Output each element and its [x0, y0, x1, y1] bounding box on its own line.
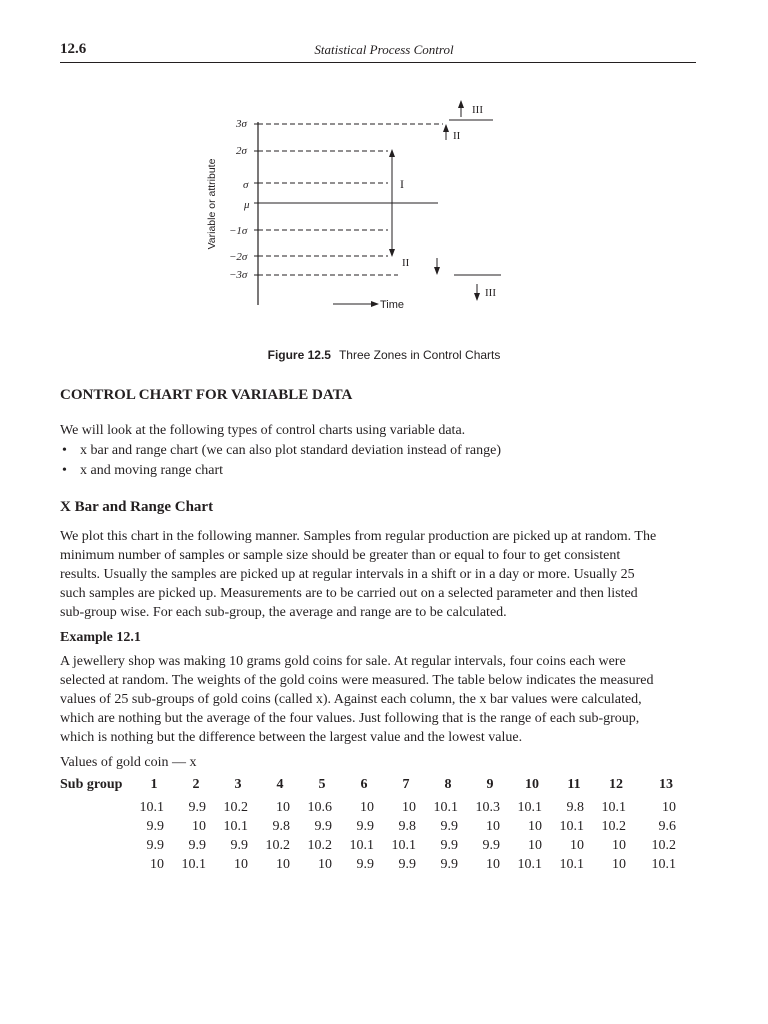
zone-one-label: I: [400, 177, 404, 191]
table-cell: 10.1: [601, 800, 626, 815]
table-cell: 10.6: [307, 800, 332, 815]
table-cell: 10.1: [517, 800, 542, 815]
table-cell: 9.9: [230, 838, 248, 853]
table-cell: 10: [234, 857, 248, 872]
table-cell: 10.1: [517, 857, 542, 872]
section-heading: CONTROL CHART FOR VARIABLE DATA: [60, 387, 353, 403]
table-cell: 10: [528, 838, 542, 853]
x-axis-label: Time: [380, 299, 405, 311]
level-label: 2σ: [236, 145, 247, 157]
table-cell: 10.1: [391, 838, 416, 853]
figure-number: Figure 12.5: [267, 348, 331, 362]
table-cell: 9.9: [188, 838, 206, 853]
subgroup-header-cell: 7: [402, 777, 410, 792]
table-cell: 10: [318, 857, 332, 872]
table-cell: 10.2: [651, 838, 676, 853]
level-label: −1σ: [229, 225, 248, 237]
bullet-item: • x bar and range chart (we can also plot standard deviation instead of range): [80, 443, 501, 459]
running-title: Statistical Process Control: [314, 42, 454, 57]
level-label: 3σ: [236, 118, 247, 130]
table-cell: 9.9: [482, 838, 500, 853]
zone-three-upper-label: III: [472, 104, 483, 116]
table-cell: 10: [528, 819, 542, 834]
table-cell: 10.1: [139, 800, 164, 815]
subgroup-header-cell: 10: [525, 777, 539, 792]
example-line: which is nothing but the difference between the largest value and the lowest value.: [60, 730, 523, 745]
table-cell: 10.2: [265, 838, 290, 853]
section-intro: We will look at the following types of control charts using variable data.: [60, 423, 466, 438]
table-cell: 10: [276, 800, 290, 815]
table-cell: 10: [486, 819, 500, 834]
table-cell: 10: [612, 857, 626, 872]
table-cell: 10: [276, 857, 290, 872]
example-line: A jewellery shop was making 10 grams gold coins for sale. At regular intervals, four coins each were: [60, 654, 626, 669]
table-cell: 9.9: [356, 857, 374, 872]
subgroup-header-cell: 9: [486, 777, 494, 792]
level-label: −3σ: [229, 269, 248, 281]
subgroup-header-cell: 11: [567, 777, 581, 792]
table-cell: 9.9: [356, 819, 374, 834]
subgroup-header-cell: 6: [360, 777, 368, 792]
paragraph-line: We plot this chart in the following manner. Samples from regular production are picked up at random. The: [60, 529, 657, 544]
example-line: which are nothing but the average of the four values. Just following that is the range of each sub-group,: [60, 711, 640, 726]
table-cell: 10.1: [559, 819, 584, 834]
table-cell: 10.1: [181, 857, 206, 872]
subgroup-label: Sub group: [60, 777, 123, 792]
subgroup-header-cell: 4: [276, 777, 284, 792]
level-label: μ: [244, 199, 250, 211]
subsection-heading: X Bar and Range Chart: [60, 499, 214, 515]
table-cell: 10: [570, 838, 584, 853]
paragraph-line: results. Usually the samples are picked up at regular intervals in a shift or in a day or more. Usually 25: [60, 567, 635, 582]
level-label: σ: [243, 179, 249, 191]
table-cell: 9.9: [440, 819, 458, 834]
figure-caption: [0, 348, 768, 362]
paragraph-line: such samples are picked up. Measurements are to be carried out on a selected parameter and then listed: [60, 586, 638, 601]
zone-two-lower-label: II: [402, 257, 410, 269]
table-cell: 10: [192, 819, 206, 834]
table-cell: 10: [402, 800, 416, 815]
table-cell: 10.3: [475, 800, 500, 815]
level-label: −2σ: [229, 251, 248, 263]
table-cell: 9.8: [272, 819, 290, 834]
subgroup-header-cell: 13: [659, 777, 673, 792]
table-cell: 9.9: [188, 800, 206, 815]
table-cell: 10.1: [559, 857, 584, 872]
subgroup-header-cell: 8: [444, 777, 452, 792]
table-cell: 9.9: [398, 857, 416, 872]
subgroup-header-cell: 12: [609, 777, 623, 792]
table-cell: 9.8: [398, 819, 416, 834]
example-line: values of 25 sub-groups of gold coins (called x). Against each column, the x bar values were calculated,: [60, 692, 642, 707]
figure-caption-text: Three Zones in Control Charts: [338, 348, 501, 362]
table-cell: 10: [360, 800, 374, 815]
subgroup-header-cell: 1: [150, 777, 158, 792]
section-number: 12.6: [60, 41, 87, 57]
table-cell: 10.1: [433, 800, 458, 815]
table-cell: 10: [150, 857, 164, 872]
table-cell: 9.8: [566, 800, 584, 815]
control-chart-zones-figure: [0, 0, 768, 345]
zone-three-lower-label: III: [485, 287, 496, 299]
subgroup-header-cell: 3: [234, 777, 242, 792]
bullet-item: • x and moving range chart: [80, 463, 223, 479]
zone-two-upper-label: II: [453, 130, 461, 142]
table-cell: 9.9: [314, 819, 332, 834]
table-cell: 10.1: [223, 819, 248, 834]
table-cell: 10: [662, 800, 676, 815]
table-cell: 10.1: [651, 857, 676, 872]
table-cell: 10.1: [349, 838, 374, 853]
table-cell: 9.9: [440, 838, 458, 853]
table-cell: 9.6: [658, 819, 676, 834]
values-label: Values of gold coin — x: [60, 755, 197, 770]
example-heading: Example 12.1: [60, 630, 141, 645]
paragraph-line: sub-group wise. For each sub-group, the average and range are to be calculated.: [60, 605, 507, 620]
table-cell: 10.2: [223, 800, 248, 815]
paragraph-line: minimum number of samples or sample size should be greater than or equal to four to get consistent: [60, 548, 621, 563]
example-line: selected at random. The weights of the gold coins were measured. The table below indicates the measured: [60, 673, 654, 688]
subgroup-header-cell: 2: [192, 777, 200, 792]
table-cell: 10: [612, 838, 626, 853]
table-cell: 10.2: [307, 838, 332, 853]
subgroup-header-cell: 5: [318, 777, 326, 792]
table-cell: 10.2: [601, 819, 626, 834]
table-cell: 9.9: [146, 819, 164, 834]
table-cell: 10: [486, 857, 500, 872]
table-cell: 9.9: [146, 838, 164, 853]
table-cell: 9.9: [440, 857, 458, 872]
y-axis-label: Variable or attribute: [206, 158, 218, 250]
